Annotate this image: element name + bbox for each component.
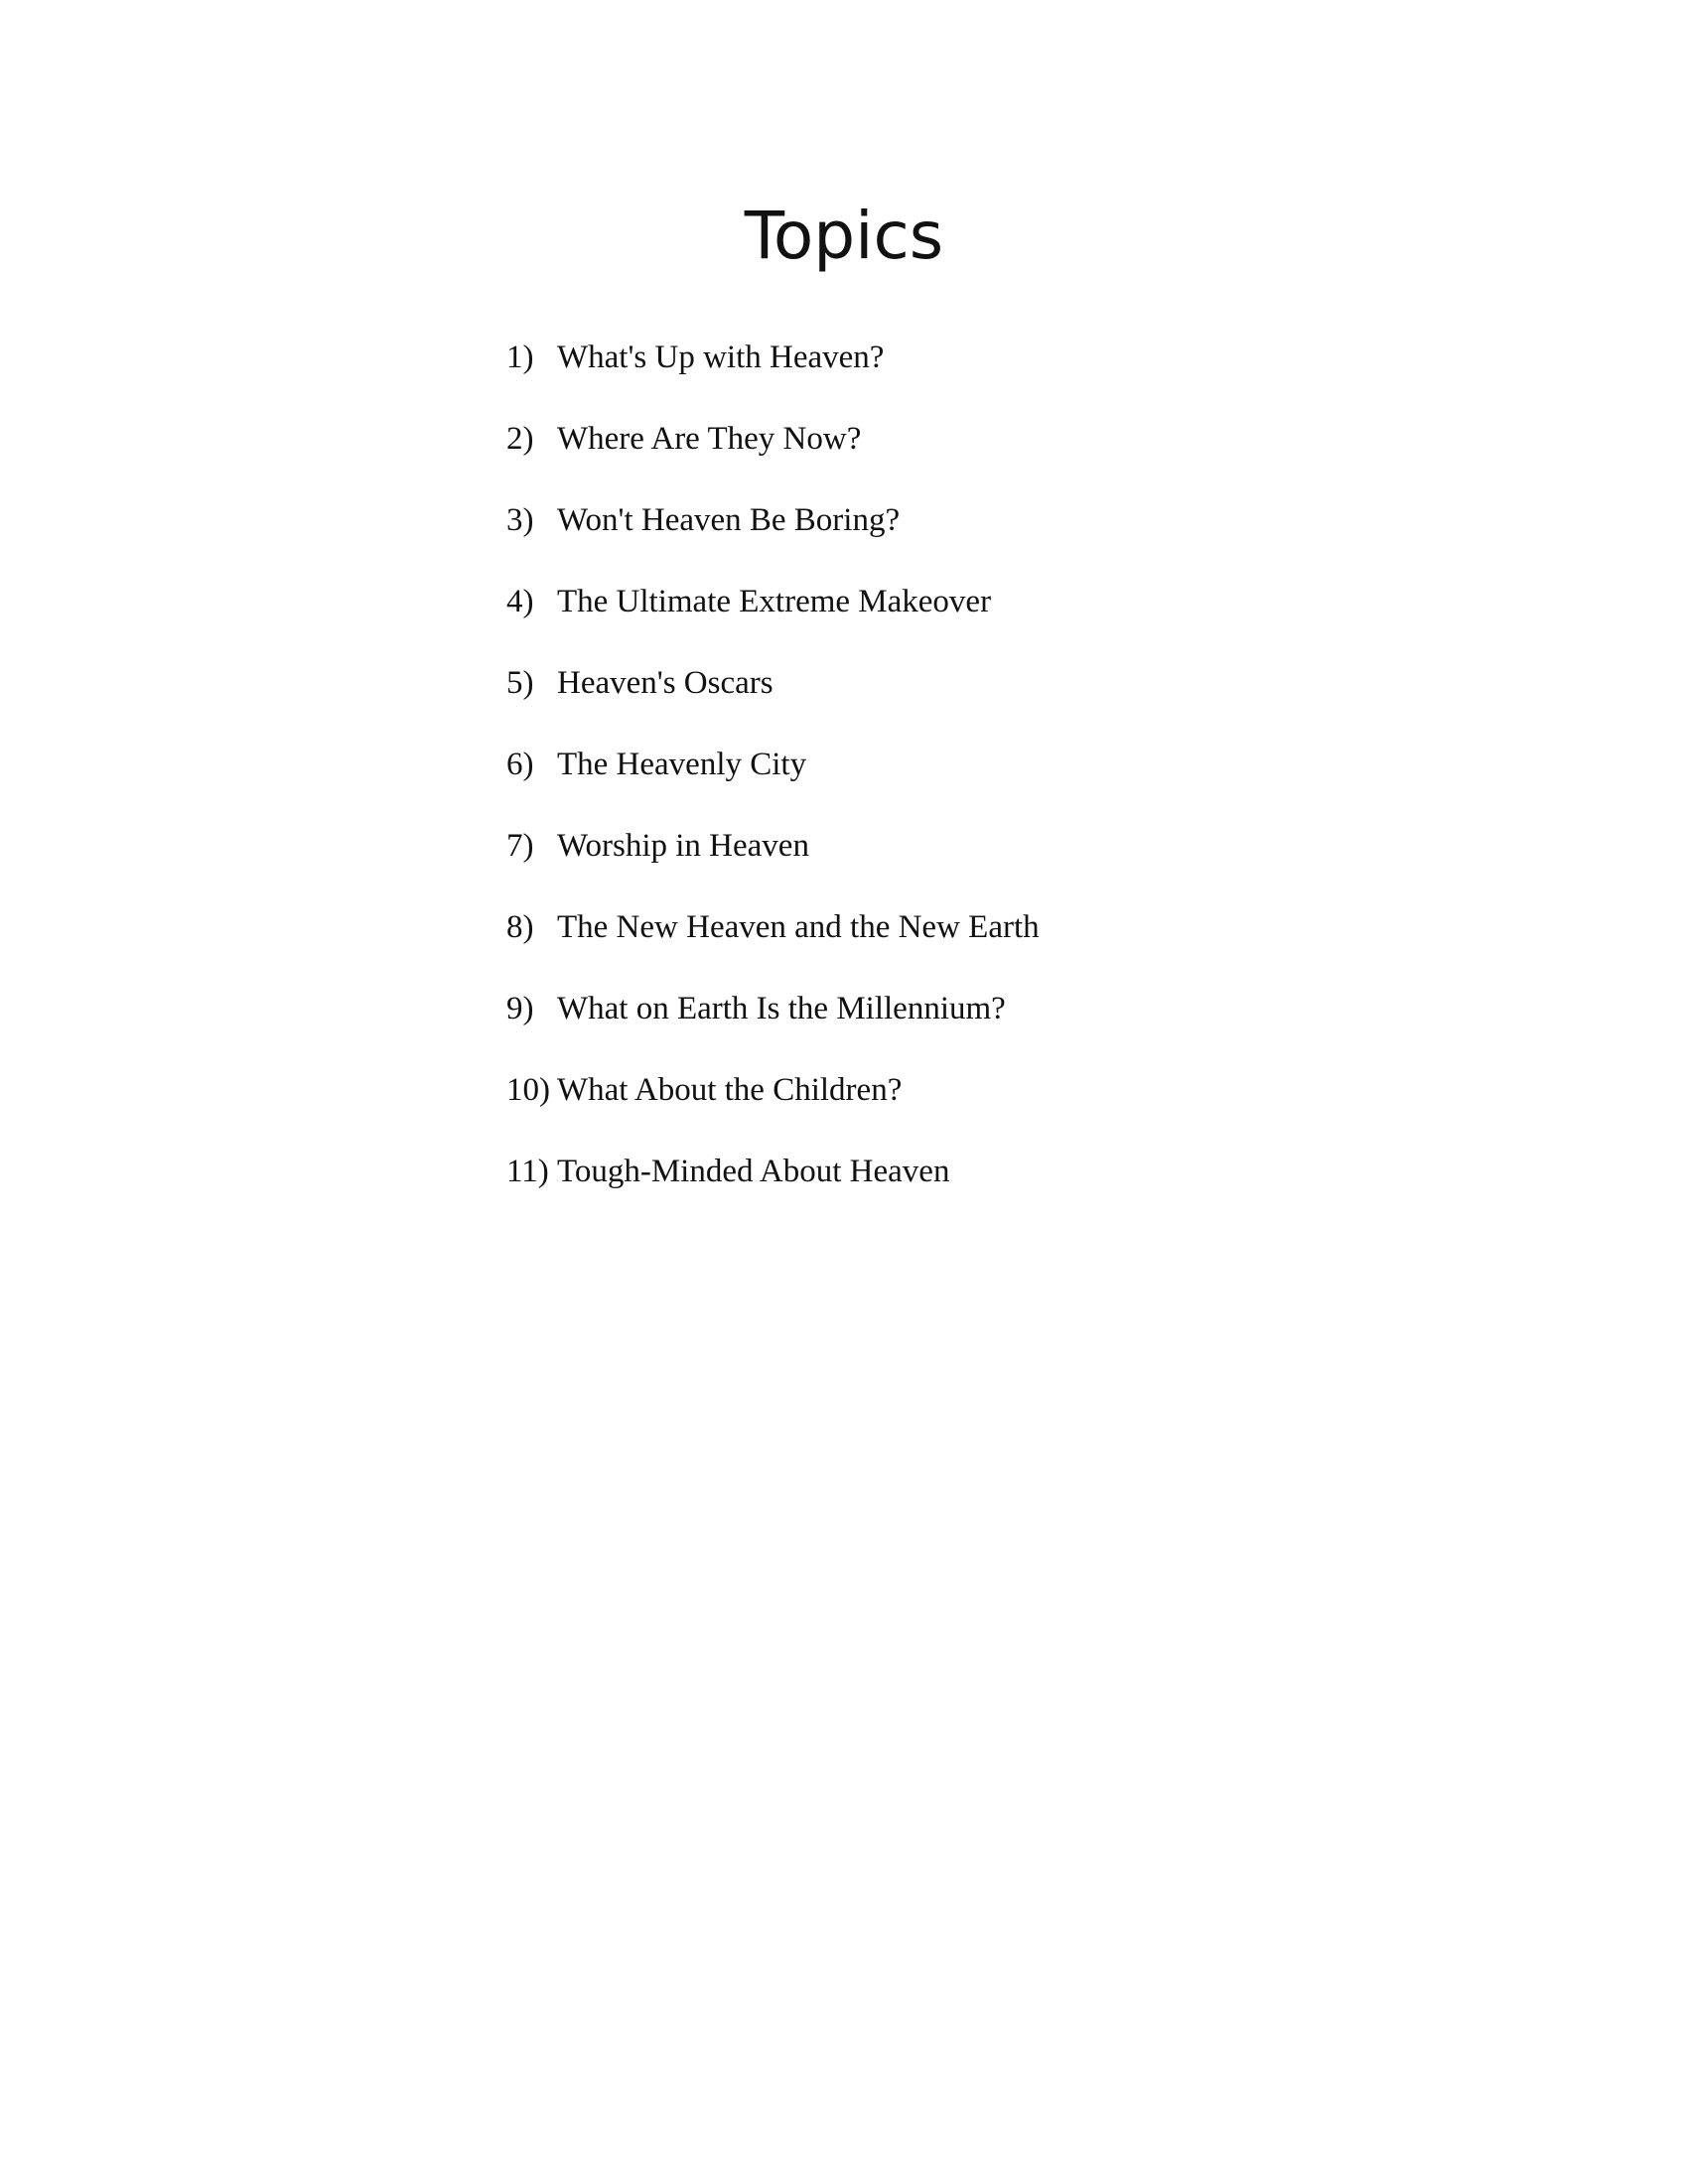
topic-text: What About the Children? (557, 1072, 903, 1108)
page-title: Topics (744, 198, 944, 274)
topic-text: The Ultimate Extreme Makeover (557, 584, 992, 619)
topic-text: Where Are They Now? (557, 421, 862, 457)
topic-text: The New Heaven and the New Earth (557, 909, 1040, 945)
topic-item-10 (506, 1066, 1040, 1148)
topic-text: What on Earth Is the Millennium? (557, 991, 1006, 1026)
topic-item-6 (506, 741, 1040, 822)
topic-item-2 (506, 415, 1040, 496)
topic-text: Won't Heaven Be Boring? (557, 502, 901, 538)
topic-text: Tough-Minded About Heaven (557, 1154, 950, 1189)
topic-number: 2) (506, 421, 534, 457)
topic-item-7 (506, 822, 1040, 903)
topic-text: Heaven's Oscars (557, 665, 774, 701)
topic-number: 6) (506, 747, 534, 782)
topic-text: What's Up with Heaven? (557, 340, 885, 375)
topic-number: 11) (506, 1154, 549, 1189)
topic-item-3 (506, 496, 1040, 578)
topic-item-8 (506, 903, 1040, 985)
topic-text: The Heavenly City (557, 747, 807, 782)
topic-text: Worship in Heaven (557, 828, 809, 864)
topic-number: 8) (506, 909, 534, 945)
topic-number: 3) (506, 502, 534, 538)
topic-item-4 (506, 578, 1040, 659)
topic-number: 10) (506, 1072, 550, 1108)
topic-number: 1) (506, 340, 534, 375)
topic-number: 9) (506, 991, 534, 1026)
topic-number: 7) (506, 828, 534, 864)
topic-item-1 (506, 334, 1040, 415)
topic-number: 4) (506, 584, 534, 619)
topic-number: 5) (506, 665, 534, 701)
topic-item-9 (506, 985, 1040, 1066)
topic-list (506, 334, 1040, 1229)
topic-item-5 (506, 659, 1040, 741)
topic-item-11 (506, 1148, 1040, 1229)
